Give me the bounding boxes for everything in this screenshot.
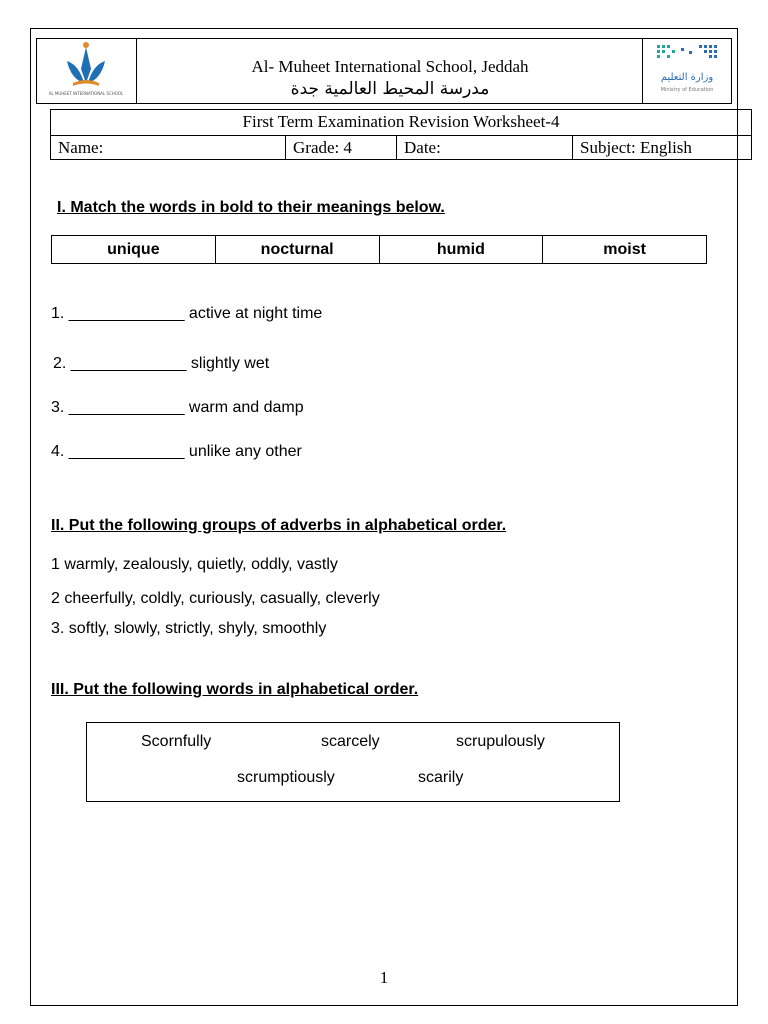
- school-logo-icon: [37, 39, 136, 103]
- word-item: Scornfully: [141, 733, 212, 750]
- word-item: scrupulously: [456, 733, 545, 750]
- match-item: 3. _____________ warm and damp: [51, 399, 304, 416]
- section2-heading: II. Put the following groups of adverbs in alphabetical order.: [51, 517, 507, 534]
- word-bank-cell: moist: [603, 241, 646, 258]
- word-item: scrumptiously: [237, 769, 335, 786]
- logo-caption-text: AL MUHEET INTERNATIONAL SCHOOL: [48, 91, 124, 96]
- section1-heading: I. Match the words in bold to their meanings below.: [57, 199, 445, 216]
- school-name-en: Al- Muheet International School, Jeddah: [251, 57, 529, 76]
- ministry-logo-icon: [643, 39, 731, 103]
- word-bank-table: [51, 235, 707, 264]
- subject-label: Subject: English: [580, 138, 692, 157]
- ministry-logo-cell: [642, 39, 731, 103]
- worksheet-info-table: [50, 109, 752, 160]
- word-bank-cell: unique: [52, 236, 216, 263]
- name-field-label: Name:: [58, 138, 104, 157]
- page-number: 1: [379, 968, 389, 987]
- word-list-box: [86, 722, 620, 802]
- adverb-group: 1 warmly, zealously, quietly, oddly, vastly: [51, 556, 338, 573]
- adverb-group: 3. softly, slowly, strictly, shyly, smoothly: [51, 620, 327, 637]
- ministry-name-en: Ministry of Education: [660, 87, 714, 93]
- match-item: 1. _____________ active at night time: [51, 305, 323, 322]
- section3-heading: III. Put the following words in alphabetical order.: [51, 681, 419, 698]
- word-bank-cell: nocturnal: [216, 236, 380, 263]
- school-name-ar: مدرسة المحيط العالمية جدة: [290, 79, 490, 99]
- date-field-label: Date:: [404, 138, 441, 157]
- worksheet-title: First Term Examination Revision Worksheet-4: [51, 110, 751, 136]
- school-header: [36, 38, 732, 104]
- match-item: 4. _____________ unlike any other: [51, 443, 302, 460]
- adverb-group: 2 cheerfully, coldly, curiously, casually, cleverly: [51, 590, 380, 607]
- word-bank-cell: humid: [380, 236, 544, 263]
- school-logo-cell: [37, 39, 137, 103]
- word-item: scarily: [418, 769, 464, 786]
- word-item: scarcely: [321, 733, 380, 750]
- grade-label: Grade: 4: [293, 138, 353, 157]
- match-item: 2. _____________ slightly wet: [53, 355, 270, 372]
- ministry-name-ar: وزارة التعليم: [660, 72, 714, 83]
